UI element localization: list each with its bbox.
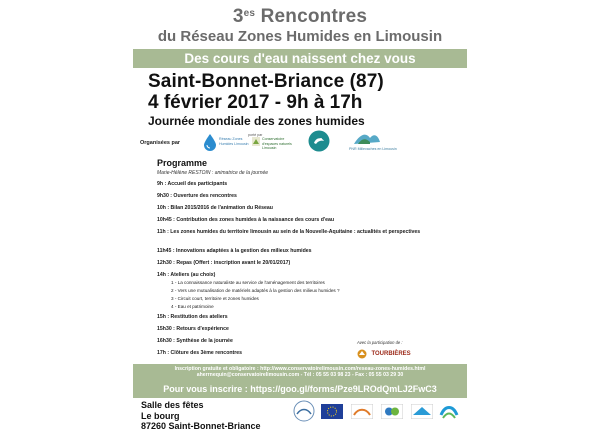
programme-item: 11h45 : Innovations adaptées à la gestion des milieux humides [157,248,312,254]
programme-item: 10h45 : Contribution des zones humides à la naissance des cours d'eau [157,217,335,223]
circle-logo-icon [308,130,330,152]
inscription-form-link[interactable]: Pour vous inscrire : https://goo.gl/forms/Pze9LROdQmLJ2FwC3 [163,384,437,394]
workshop-item: 2 - Vers une mutualisation de matériels adaptés à la gestion des milieux humides ? [171,288,340,293]
logo-pnr-text: PNR Millevaches en Limousin [349,147,397,151]
partner-note: Avec la participation de : [357,340,403,345]
programme-item: 14h : Ateliers (au choix) [157,272,216,278]
programme-item: 15h : Restitution des ateliers [157,314,228,320]
pnr-logo-icon [352,130,382,146]
address-line: Salle des fêtes [141,400,204,410]
main-subtitle: du Réseau Zones Humides en Limousin [157,28,443,45]
poster [133,0,467,430]
partner-logo-1-icon [293,400,315,422]
cen-logo-icon [252,137,260,146]
inscription-contact[interactable]: aherrnequin@conservatoirelimousin.com - Tél : 05 55 03 98 23 - Fax : 05 55 03 29 30 [196,372,404,378]
partner-logo-4-icon [381,404,403,419]
programme-item: 9h30 : Ouverture des rencontres [157,193,237,199]
programme-title: Programme [157,158,208,168]
programme-item: 9h : Accueil des participants [157,181,228,187]
water-drop-logo-icon [203,133,217,151]
partner-logo-5-icon [411,404,433,419]
organisers-label: Organisées par [140,140,181,146]
theme-banner: Des cours d'eau naissent chez vous [133,49,467,68]
tourbieres-logo-icon [357,349,367,359]
tourbieres-name: TOURBIÈRES [371,350,411,357]
tourbieres-logo [357,345,411,363]
workshop-item: 4 - Eau et patrimoine [171,304,214,309]
programme-host: Marie-Hélène RESTOIN : animatrice de la journée [157,170,269,176]
logo-rzh-text: Réseau Zones Humides Limousin [219,137,249,146]
inscription-line[interactable]: Inscription gratuite et obligatoire : http://www.conservatoirelimousin.com/reseau-zones-humides.html [174,366,426,372]
eu-flag-icon [321,404,343,419]
event-place: Saint-Bonnet-Briance (87) [148,71,384,92]
programme-item: 12h30 : Repas (Offert : inscription avant le 20/01/2017) [157,260,291,266]
programme-item: 17h : Clôture des 3ème rencontres [157,350,243,356]
main-title: $3^{es}$ Rencontres [232,6,368,27]
event-date: 4 février 2017 - 9h à 17h [148,92,363,113]
event-day: Journée mondiale des zones humides [148,114,365,128]
programme-item: 16h30 : Synthèse de la journée [157,338,233,344]
logo-cen-head: porté par [248,133,263,137]
logo-cen-text: Conservatoire d'espaces naturels Limousin [262,137,292,150]
workshop-item: 3 - Circuit court, territoire et zones humides [171,296,259,301]
address-line: 87260 Saint-Bonnet-Briance [141,421,261,430]
programme-item: 10h : Bilan 2015/2016 de l'animation du Réseau [157,205,273,211]
workshop-item: 1 - La connaissance naturaliste au service de l'aménagement des territoires [171,280,325,285]
programme-item: 11h : Les zones humides du territoire limousin au sein de la Nouvelle-Aquitaine : actualités et perspectives [157,229,421,235]
address-line: Le bourg [141,411,180,421]
programme-item: 15h30 : Retours d'expérience [157,326,229,332]
partner-logo-6-icon [439,403,459,421]
partner-logo-3-icon [351,404,373,419]
